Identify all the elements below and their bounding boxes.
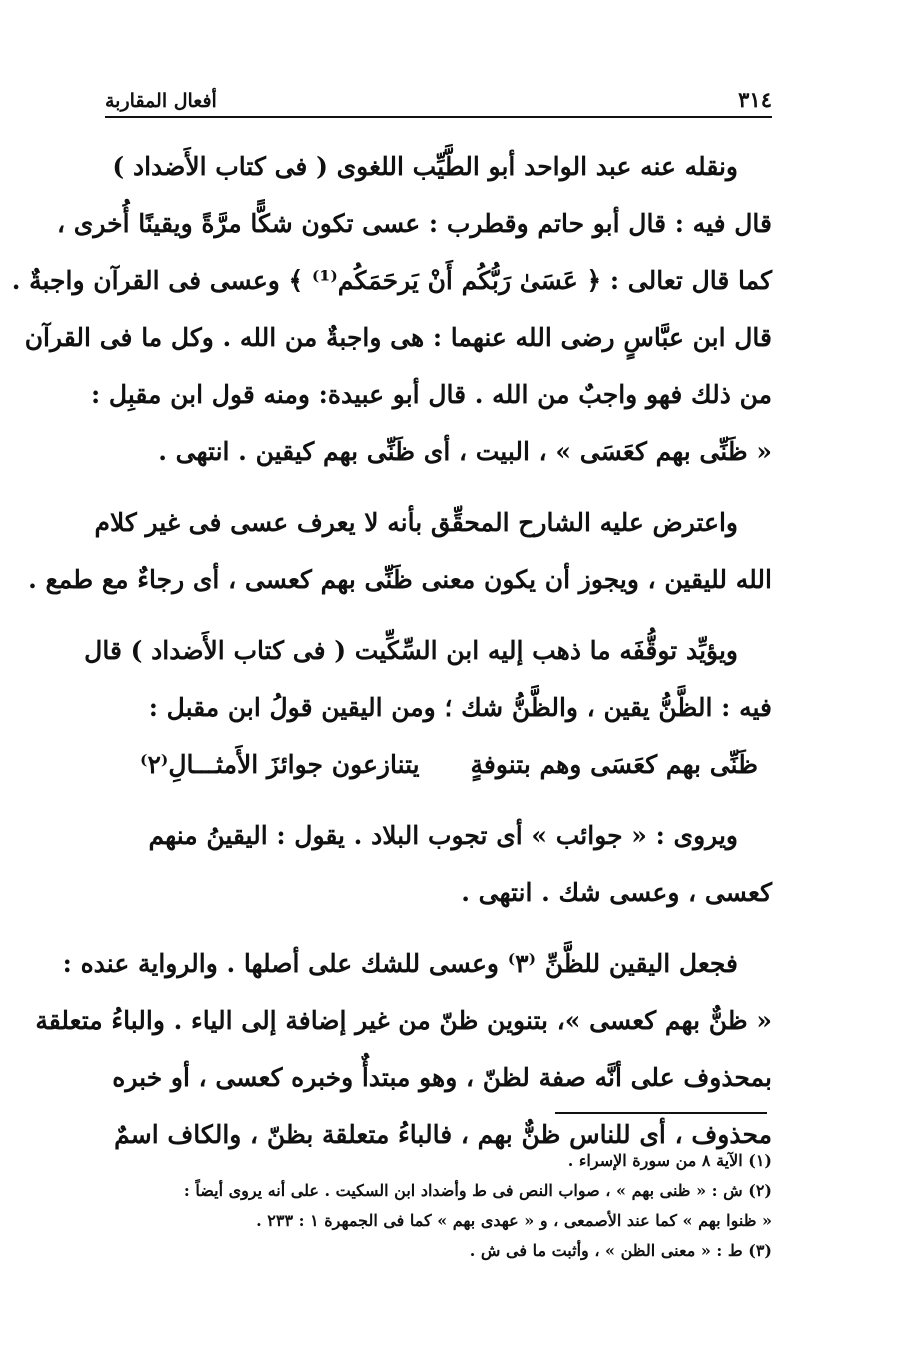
text-line: ويروى : « جوائب » أى تجوب البلاد . يقول : اليقينُ منهم bbox=[148, 821, 738, 850]
page-number: ٣١٤ bbox=[738, 87, 772, 112]
footnote-separator bbox=[555, 1112, 767, 1114]
verse-hemistich-1: ظَنِّى بهم كعَسَى وهم بتنوفةٍ bbox=[470, 750, 758, 779]
text-line: فيه : الظَّنُّ يقين ، والظَّنُّ شك ؛ ومن اليقين قولُ ابن مقبل : bbox=[148, 693, 772, 722]
paragraph-1 bbox=[11, 138, 772, 480]
footnote-1: (١) الآية ٨ من سورة الإسراء . bbox=[567, 1151, 772, 1170]
footnote-2: (٢) ش : « ظنى بهم » ، صواب النص فى ط وأضداد ابن السكيت . على أنه يروى أيضاً : bbox=[183, 1181, 772, 1200]
chapter-title: أفعال المقاربة bbox=[105, 90, 217, 112]
text-line: قال فيه : قال أبو حاتم وقطرب : عسى تكون شكًّا مرَّةً ويقينًا أُخرى ، bbox=[57, 209, 772, 238]
text-line: « ظنٌّ بهم كعسى »، بتنوين ظنّ من غير إضافة إلى الياء . والباءُ متعلقة bbox=[35, 1006, 772, 1035]
poetry-verse bbox=[110, 736, 772, 793]
running-header bbox=[105, 76, 772, 118]
main-text bbox=[11, 138, 772, 1163]
footnote-3: (٣) ط : « معنى الظن » ، وأثبت ما فى ش . bbox=[469, 1241, 772, 1260]
text-line: واعترض عليه الشارح المحقِّق بأنه لا يعرف عسى فى غير كلام bbox=[94, 508, 738, 537]
text-line: كما قال تعالى : ﴿ عَسَىٰ رَبُّكُم أَنْ يَرحَمَكُم⁽¹⁾ ﴾ وعسى فى القرآن واجبةٌ . bbox=[11, 266, 772, 295]
text-line: من ذلك فهو واجبٌ من الله . قال أبو عبيدة: ومنه قول ابن مقبِل : bbox=[91, 380, 772, 409]
footnote-2-continued: « ظنوا بهم » كما عند الأصمعى ، و « عهدى بهم » كما فى الجمهرة ١ : ٢٣٣ . bbox=[256, 1211, 772, 1230]
text-line: « ظَنِّى بهم كعَسَى » ، البيت ، أى ظَنِّى بهم كيقين . انتهى . bbox=[158, 437, 772, 466]
text-line: ويؤيِّد توقُّفَه ما ذهب إليه ابن السِّكِّيت ( فى كتاب الأَضداد ) قال bbox=[84, 636, 738, 665]
footnotes bbox=[110, 1146, 772, 1266]
text-line: بمحذوف على أنَّه صفة لظنّ ، وهو مبتدأٌ وخبره كعسى ، أو خبره bbox=[112, 1063, 772, 1092]
text-line: قال ابن عبَّاسٍ رضى الله عنهما : هى واجبةٌ من الله . وكل ما فى القرآن bbox=[24, 323, 772, 352]
verse-hemistich-2: يتنازعون جوائزَ الأَمثـــالِ⁽٢⁾ bbox=[140, 750, 420, 779]
paragraph-5 bbox=[35, 935, 772, 1163]
paragraph-2 bbox=[28, 494, 772, 608]
text-line: كعسى ، وعسى شك . انتهى . bbox=[461, 878, 772, 907]
paragraph-4 bbox=[110, 807, 772, 921]
text-line: محذوف ، أى للناس ظنٌّ بهم ، فالباءُ متعلقة بظنّ ، والكاف اسمٌ bbox=[114, 1120, 772, 1149]
text-line: الله لليقين ، ويجوز أن يكون معنى ظَنِّى بهم كعسى ، أى رجاءٌ مع طمع . bbox=[28, 565, 772, 594]
paragraph-3 bbox=[84, 622, 772, 736]
text-line: فجعل اليقين للظَّنِّ ⁽٣⁾ وعسى للشك على أصلها . والرواية عنده : bbox=[62, 949, 738, 978]
text-line: ونقله عنه عبد الواحد أبو الطَّيِّب اللغوى ( فى كتاب الأَضداد ) bbox=[112, 152, 738, 181]
